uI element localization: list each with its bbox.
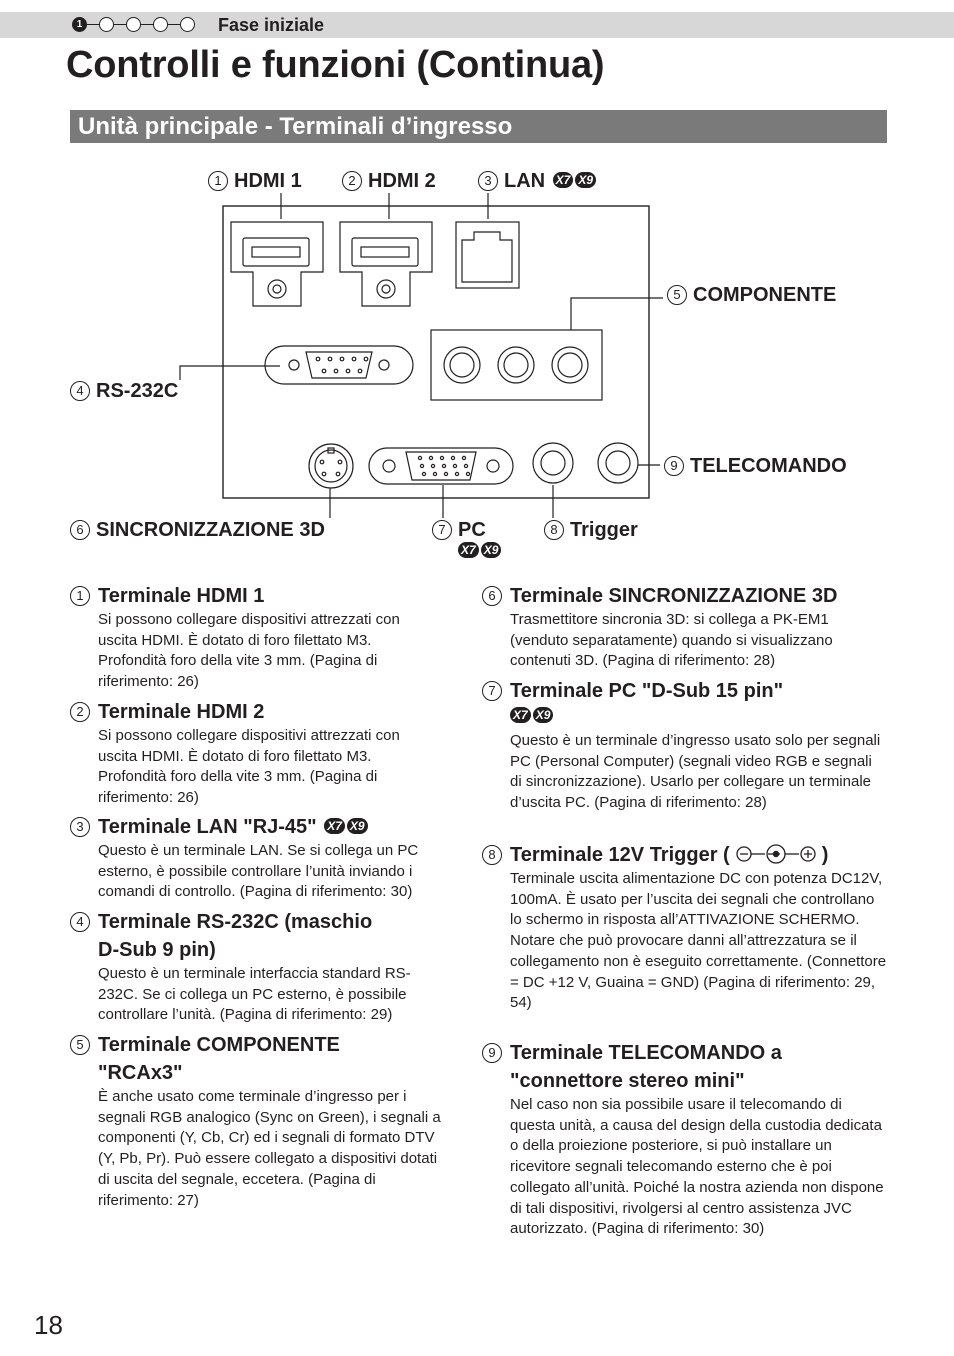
number-marker: 1: [70, 586, 90, 606]
model-badge-x7: X7: [553, 172, 574, 188]
item-title-text: Terminale SINCRONIZZAZIONE 3D: [510, 585, 838, 607]
sync3d-port: [309, 444, 353, 488]
item-title-text: Terminale LAN "RJ-45": [98, 816, 317, 838]
model-badge-x9: X9: [347, 818, 368, 834]
number-marker: 1: [208, 171, 228, 191]
section-label: Fase iniziale: [218, 15, 325, 35]
label-sync3d: [70, 519, 325, 542]
item-title: [482, 677, 887, 727]
item-hdmi1: [70, 582, 442, 693]
item-telecomando: [482, 1039, 887, 1240]
item-description: Si possono collegare dispositivi attrezzati con uscita HDMI. È dotato di foro filettato M3. Profondità foro della vite 3 mm. (Pagina di riferimento: 26): [98, 727, 400, 807]
pc-port: [369, 448, 513, 484]
item-description: È anche usato come terminale d’ingresso per i segnali RGB analogico (Sync on Green), i segnali a componenti (Y, Cb, Cr) ed i segnali di formato DTV (Y, Pb, Pr). Può essere collegato a dispositivi dotati di uscita del segnale, eccetera. (Pagina di riferimento: 27): [98, 1088, 441, 1209]
item-title-text: Terminale TELECOMANDO a: [510, 1042, 782, 1064]
model-badge-x9: X9: [533, 707, 554, 723]
item-description: Terminale uscita alimentazione DC con potenza DC12V, 100mA. È usato per l’uscita dei segnali che controllano lo schermo in risposta all’ATTIVAZIONE SCHERMO. Notare che può provocare danni all’attrezzatura se il collegamento non è eseguito correttamente. (Connettore = DC +12 V, Guaina = GND) (Pagina di riferimento: 29, 54): [510, 870, 887, 1012]
number-marker: 4: [70, 912, 90, 932]
item-sync3d: [482, 582, 887, 672]
number-marker: 5: [667, 285, 687, 305]
model-badge-x7: X7: [324, 818, 345, 834]
label-text: SINCRONIZZAZIONE 3D: [96, 519, 325, 541]
label-text: HDMI 1: [234, 170, 302, 192]
number-marker: 9: [482, 1043, 502, 1063]
pc-badges: [456, 542, 501, 562]
item-title-continued: [482, 705, 887, 727]
number-marker: 8: [544, 520, 564, 540]
number-marker: 7: [482, 681, 502, 701]
number-marker: 4: [70, 381, 90, 401]
item-description: Si possono collegare dispositivi attrezzati con uscita HDMI. È dotato di foro filettato M3. Profondità foro della vite 3 mm. (Pagina di riferimento: 26): [98, 611, 400, 691]
item-title-text: Terminale HDMI 2: [98, 701, 265, 723]
number-marker: 2: [70, 702, 90, 722]
label-componente: [667, 284, 836, 307]
item-componente: [70, 1031, 442, 1211]
number-marker: 6: [482, 586, 502, 606]
item-title-text: Terminale HDMI 1: [98, 585, 265, 607]
step-indicator-1: 1: [72, 17, 87, 32]
item-title: [70, 698, 442, 726]
model-badge-x9: X9: [481, 542, 502, 558]
item-title-continued: D-Sub 9 pin): [98, 939, 216, 961]
label-text: PC: [458, 519, 486, 541]
dc-polarity-icon: [730, 844, 822, 864]
item-title-continued: "connettore stereo mini": [510, 1070, 745, 1092]
trigger-port: [533, 443, 573, 483]
item-title: [482, 1039, 887, 1095]
number-marker: 5: [70, 1035, 90, 1055]
model-badge-x9: X9: [575, 172, 596, 188]
item-description: Questo è un terminale d’ingresso usato solo per segnali PC (Personal Computer) (segnali video RGB e segnali di sincronizzazione). Usarlo per collegare un terminale d’uscita PC. (Pagina di riferimento: 28): [510, 732, 881, 812]
lan-port: [456, 222, 519, 288]
item-title-continued: ): [821, 844, 829, 866]
page-number: 18: [34, 1310, 63, 1340]
item-title: [482, 841, 887, 869]
panel-outline: [223, 206, 649, 498]
model-badge-x7: X7: [510, 707, 531, 723]
label-telecomando: [664, 455, 847, 478]
number-marker: 3: [70, 817, 90, 837]
rs232c-port: [265, 346, 413, 384]
item-title: [70, 813, 470, 841]
number-marker: 8: [482, 845, 502, 865]
item-description: Questo è un terminale LAN. Se si collega un PC esterno, è possibile controllare l’unità inviando i comandi di controllo. (Pagina di riferimento: 30): [98, 842, 419, 901]
remote-port: [598, 443, 638, 483]
item-description: Questo è un terminale interfaccia standard RS-232C. Se ci collega un PC esterno, è possibile controllare l’unità. (Pagina di riferimento: 29): [98, 965, 411, 1024]
item-title-text: Terminale COMPONENTE: [98, 1034, 340, 1056]
hdmi2-port: [340, 222, 432, 306]
item-title-text: Terminale PC "D-Sub 15 pin": [510, 680, 784, 702]
number-marker: 9: [664, 456, 684, 476]
label-text: LAN: [504, 170, 546, 192]
number-marker: 6: [70, 520, 90, 540]
label-hdmi1: [208, 170, 302, 193]
item-description: Trasmettitore sincronia 3D: si collega a PK-EM1 (venduto separatamente) quando si visualizzano contenuti 3D. (Pagina di riferimento: 28): [510, 611, 833, 670]
number-marker: 7: [432, 520, 452, 540]
label-pc: [432, 519, 486, 542]
item-lan: [70, 813, 470, 903]
item-title: [70, 908, 442, 964]
label-trigger: [544, 519, 638, 542]
item-rs232c: [70, 908, 442, 1026]
item-trigger: [482, 841, 887, 1014]
number-marker: 2: [342, 171, 362, 191]
item-title-text: Terminale 12V Trigger (: [510, 844, 730, 866]
label-text: TELECOMANDO: [690, 455, 847, 477]
label-text: HDMI 2: [368, 170, 436, 192]
label-text: COMPONENTE: [693, 284, 837, 306]
model-badge-x7: X7: [458, 542, 479, 558]
number-marker: 3: [478, 171, 498, 191]
label-text: RS-232C: [96, 380, 179, 402]
item-pc: [482, 677, 887, 814]
item-title: [70, 582, 442, 610]
subheader-title: Unità principale - Terminali d’ingresso: [78, 113, 513, 140]
item-description: Nel caso non sia possibile usare il telecomando di questa unità, a causa del design della custodia dedicata o della proiezione posteriore, si può installare un ricevitore segnali telecomando esterno che è poi collegato all’unità. Poiché la nostra azienda non dispone di tali dispositivi, rivolgersi al centro assistenza JVC autorizzato. (Pagina di riferimento: 30): [510, 1096, 884, 1238]
label-lan: [478, 170, 596, 193]
label-text: Trigger: [570, 519, 638, 541]
item-title-continued: "RCAx3": [98, 1062, 183, 1084]
item-title-text: Terminale RS-232C (maschio: [98, 911, 373, 933]
item-title: [482, 582, 887, 610]
label-hdmi2: [342, 170, 436, 193]
page-title: Controlli e funzioni (Continua): [66, 44, 605, 86]
item-title: [70, 1031, 442, 1087]
component-ports: [431, 330, 602, 400]
hdmi1-port: [231, 222, 323, 306]
item-hdmi2: [70, 698, 442, 809]
label-rs232c: [70, 380, 178, 403]
